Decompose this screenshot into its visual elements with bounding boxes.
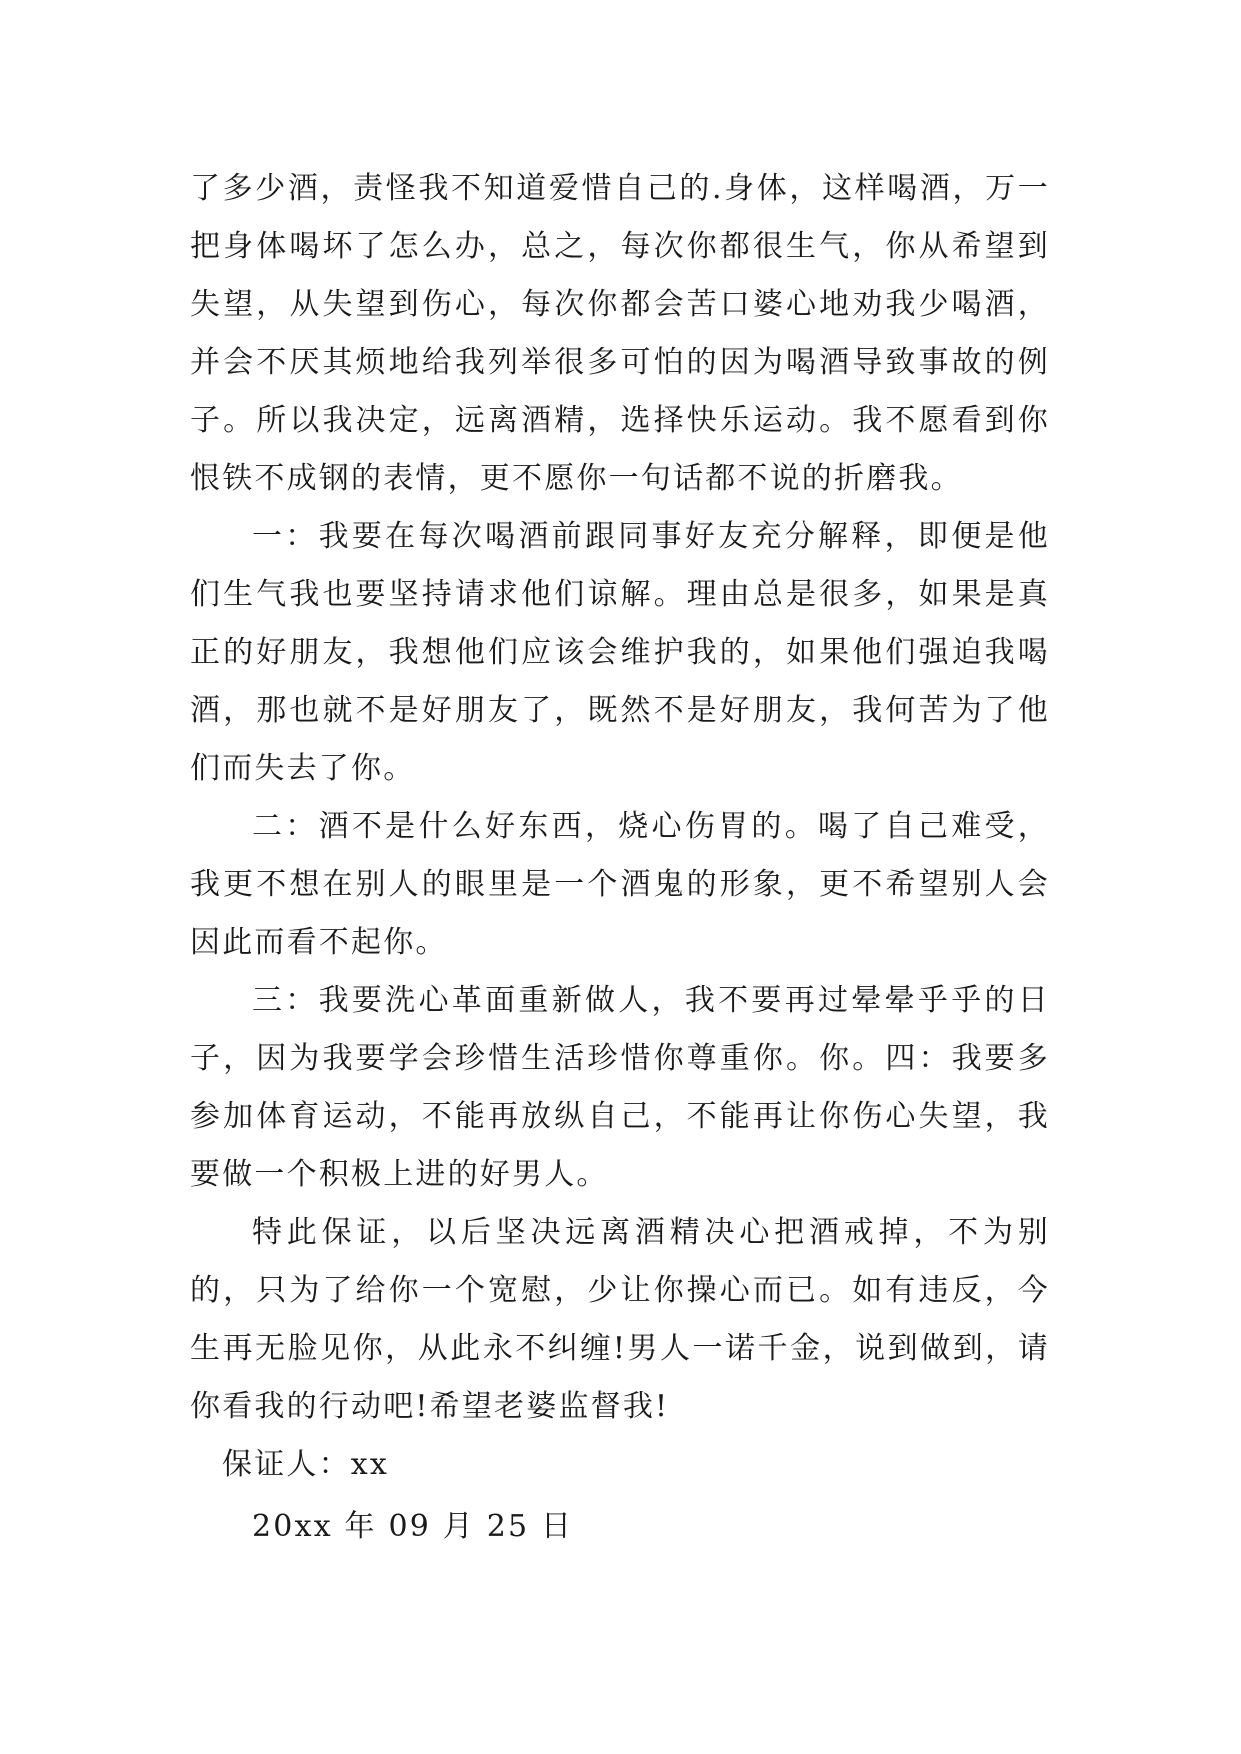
signer-line: 保证人：xx xyxy=(222,1447,390,1482)
date-line: 20xx 年 09 月 25 日 xyxy=(252,1509,574,1544)
paragraph-point-one: 一：我要在每次喝酒前跟同事好友充分解释，即便是他们生气我也要坚持请求他们谅解。理由总是很多，如果是真正的好朋友，我想他们应该会维护我的，如果他们强迫我喝酒，那也就不是好朋友了，既然不是好朋友，我何苦为了他们而失去了你。 xyxy=(190,519,1050,786)
document-body xyxy=(190,160,1050,1556)
paragraph-intro: 了多少酒，责怪我不知道爱惜自己的.身体，这样喝酒，万一把身体喝坏了怎么办，总之，每次你都很生气，你从希望到失望，从失望到伤心，每次你都会苦口婆心地劝我少喝酒，并会不厌其烦地给我列举很多可怕的因为喝酒导致事故的例子。所以我决定，远离酒精，选择快乐运动。我不愿看到你恨铁不成钢的表情，更不愿你一句话都不说的折磨我。 xyxy=(190,171,1050,496)
paragraph-pledge: 特此保证，以后坚决远离酒精决心把酒戒掉，不为别的，只为了给你一个宽慰，少让你操心而已。如有违反，今生再无脸见你，从此永不纠缠!男人一诺千金，说到做到，请你看我的行动吧!希望老婆监督我! xyxy=(190,1215,1050,1424)
paragraph-point-two: 二：酒不是什么好东西，烧心伤胃的。喝了自己难受，我更不想在别人的眼里是一个酒鬼的形象，更不希望别人会因此而看不起你。 xyxy=(190,809,1050,960)
paragraph-point-three-four: 三：我要洗心革面重新做人，我不要再过晕晕乎乎的日子，因为我要学会珍惜生活珍惜你尊重你。你。四：我要多参加体育运动，不能再放纵自己，不能再让你伤心失望，我要做一个积极上进的好男人。 xyxy=(190,983,1050,1192)
